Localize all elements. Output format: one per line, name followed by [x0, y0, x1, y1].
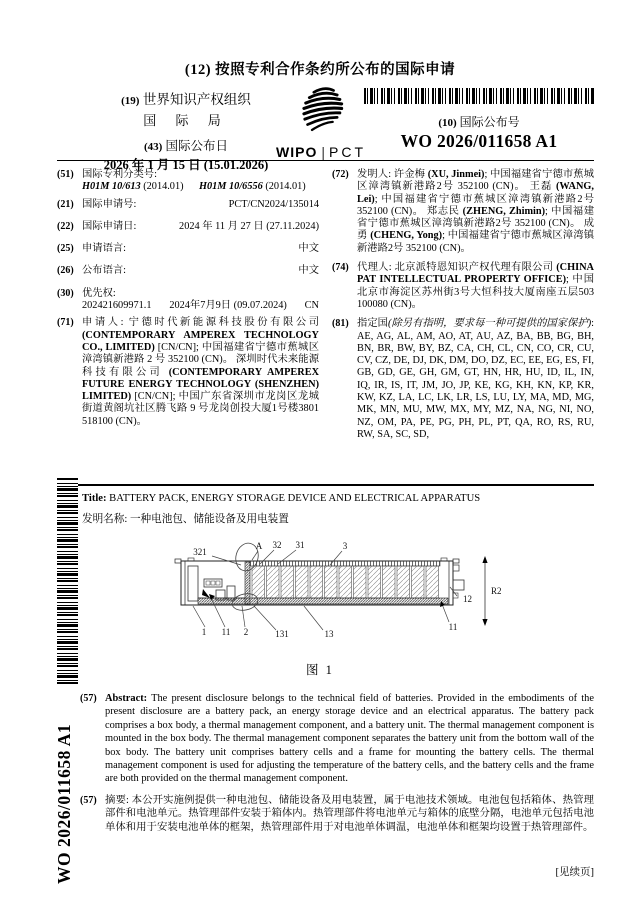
figure-label-2: 2 — [243, 627, 249, 637]
field-application-number: (21) 国际申请号: PCT/CN2024/135014 — [57, 198, 319, 210]
field-priority: (30) 优先权: 202421609971.1 2024年7月9日 (09.07.2024) CN — [57, 287, 319, 312]
wipo-logo-block — [278, 86, 364, 160]
field-number-43: (43) — [144, 141, 163, 153]
application-number-label: 国际申请号: — [82, 198, 137, 210]
title-chinese: 发明名称: 一种电池包、储能设备及用电装置 — [82, 514, 289, 525]
application-number-value: PCT/CN2024/135014 — [228, 198, 319, 210]
applicant-text: 申请人: 宁德时代新能源科技股份有限公司 (CONTEMPORARY AMPEREX TECHNOLOGY CO., LIMITED) [CN/CN]; 中国福建省宁德市蕉城区漳湾镇新港路 2 号 352100 (CN)。 深圳时代未来能源科技有限公司 (CONTEMPORARY AMPEREX FUTURE ENERGY TECHNOLOGY (SHENZHEN) LIMITED) [CN/CN]; 中国广东省深圳市龙岗区龙城街道黄阁坑社区腾飞路 9 号龙岗创投大厦1号楼3801 518100 (CN)。 — [82, 317, 319, 427]
ipc-label: 国际专利分类号: — [82, 169, 157, 180]
org-name: (19) 世界知识产权组织 — [121, 92, 251, 107]
publication-number-value: WO 2026/011658 A1 — [400, 131, 558, 151]
figure-label-321: 321 — [193, 547, 207, 557]
figure-label-1: 1 — [201, 627, 207, 637]
title-section-divider — [57, 484, 594, 486]
abstract-english: (57) Abstract: The present disclosure belongs to the technical field of batteries. Provided in the embodiments of the present disclosure are a battery pack, an energy storage device and an electrical apparatus. The battery pack comprises a box body, a thermal management component, and a battery unit. The thermal management component is mounted in the box body. The thermal management component separates the battery unit from the bottom wall of the box body. The battery unit comprises battery cells and a frame for mounting the battery cells. The thermal management component is used for adjusting the temperature of the battery cells, and the battery cells and the frame are both provided on the thermal management component. — [80, 693, 594, 785]
inventors-text: 发明人: 许金梅 (XU, Jinmei); 中国福建省宁德市蕉城区漳湾镇新港路2号 352100 (CN)。 王磊 (WANG, Lei); 中国福建省宁德市蕉城区漳湾镇新港路2号 352100 (CN)。 郑志民 (ZHENG, Zhimin); 中国福建省宁德市蕉城区漳湾镇新港路2号 352100 (CN)。 成勇 (CHENG, Yong); 中国福建省宁德市蕉城区漳湾镇新港路2号 352100 (CN)。 — [357, 169, 595, 254]
publication-number-label: (10) 国际公布号 — [438, 115, 520, 129]
filing-language-value: 中文 — [298, 243, 319, 255]
publication-date-value: 2026 年 1 月 15 日 (15.01.2026) — [103, 158, 269, 172]
header-divider — [57, 160, 594, 161]
wipo-globe-icon — [292, 125, 350, 142]
field-filing-language: (25) 申请语言: 中文 — [57, 243, 319, 255]
continuation-note: [见续页] — [555, 867, 594, 878]
wipo-pct-wordmark: WIPO | PCT — [276, 144, 366, 160]
priority-country: CN — [304, 300, 319, 312]
figure-label-R2: R2 — [491, 586, 502, 596]
priority-label: 优先权: — [82, 287, 116, 299]
field-application-date: (22) 国际申请日: 2024 年 11 月 27 日 (27.11.2024) — [57, 220, 319, 232]
figure-label-3: 3 — [342, 541, 348, 551]
application-date-label: 国际申请日: — [82, 220, 137, 232]
right-column — [332, 169, 594, 448]
priority-data — [82, 300, 319, 312]
publication-number-block — [363, 88, 595, 152]
figure-label-11-left: 11 — [221, 627, 231, 637]
ipc-codes: H01M 10/613 (2014.01) H01M 10/6556 (2014.01) — [82, 181, 306, 193]
figure-label-11-right: 11 — [448, 622, 458, 632]
figure-label-32: 32 — [272, 540, 282, 550]
org-bureau: 国 际 局 — [143, 113, 229, 128]
abstract-chinese: (57) 摘要: 本公开实施例提供一种电池包、储能设备及用电装置，属于电池技术领域。电池包包括箱体、热管理部件和电池单元。热管理部件安装于箱体内。热管理部件将电池单元与箱体的底壁分隔，电池单元包括电池单体和用于安装电池单体的框架，热管理部件用于对电池单体调温，电池单体和框架均设置于热管理部件。 — [80, 795, 594, 833]
publication-date-label: (43) 国际公布日 — [144, 139, 228, 153]
field-ipc: (51) 国际专利分类号: H01M 10/613 (2014.01) H01M 10/6556 (2014.01) — [57, 169, 319, 194]
figure-label-A: A — [255, 541, 263, 551]
title-english: Title: BATTERY PACK, ENERGY STORAGE DEVICE AND ELECTRICAL APPARATUS — [82, 493, 481, 504]
logo-separator: | — [321, 144, 325, 160]
left-column — [57, 169, 319, 448]
field-designated-states: (81) 指定国(除另有指明，要求每一种可提供的国家保护): AE, AG, AL, AM, AO, AT, AU, AZ, BA, BB, BG, BH, BN, BR, BW, BY, BZ, CA, CH, CL, CN, CO, CR, CU, CV, CZ, DE, DJ, DK, DM, DO, DZ, EC, EE, EG, ES, FI, GB, GD, GE, GH, GM, GT, HN, HR, HU, ID, IL, IN, IQ, IR, IS, IT, JM, JO, JP, KE, KG, KH, KN, KP, KR, KW, KZ, LA, LC, LK, LR, LS, LU, LY, MA, MD, MG, MK, MN, MU, MW, MX, MY, MZ, NA, NG, NI, NO, NZ, OM, PA, PE, PG, PH, PL, PT, QA, RO, RS, RU, RW, SA, SC, SD, — [332, 318, 595, 440]
figure-label-13: 13 — [324, 629, 334, 639]
figure-label-12: 12 — [463, 594, 472, 604]
designated-states-text: 指定国(除另有指明，要求每一种可提供的国家保护): AE, AG, AL, AM, AO, AT, AU, AZ, BA, BB, BG, BH, BN, BR, BW, BY, BZ, CA, CH, CL, CN, CO, CR, CU, CV, CZ, DE, DJ, DK, DM, DO, DZ, EC, EE, EG, ES, FI, GB, GD, GE, GH, GM, GT, HN, HR, HU, ID, IL, IN, IQ, IR, IS, IT, JM, JO, JP, KE, KG, KH, KN, KP, KR, KW, KZ, LA, LC, LK, LR, LS, LU, LY, MA, MD, MG, MK, MN, MU, MW, MX, MY, MZ, NA, NG, NI, NO, NZ, OM, PA, PE, PG, PH, PL, PT, QA, RO, RS, RU, RW, SA, SC, SD, — [357, 318, 595, 440]
field-publication-language: (26) 公布语言: 中文 — [57, 265, 319, 277]
application-date-value: 2024 年 11 月 27 日 (27.11.2024) — [179, 220, 319, 232]
sidebar-publication-number: WO 2026/011658 A1 — [54, 723, 74, 884]
field-number-10: (10) — [438, 117, 457, 129]
barcode-top — [364, 88, 594, 104]
field-agent: (74) 代理人: 北京派特恩知识产权代理有限公司 (CHINA PAT INTELLECTUAL PROPERTY OFFICE); 中国北京市海淀区苏州街3号大恒科技大厦南座五层503 100080 (CN)。 — [332, 262, 595, 310]
document-type-heading: (12) 按照专利合作条约所公布的国际申请 — [184, 62, 456, 78]
publication-language-value: 中文 — [298, 265, 319, 277]
barcode-sidebar — [57, 478, 78, 684]
agent-text: 代理人: 北京派特恩知识产权代理有限公司 (CHINA PAT INTELLECTUAL PROPERTY OFFICE); 中国北京市海淀区苏州街3号大恒科技大厦南座五层503 100080 (CN)。 — [357, 262, 595, 310]
figure-label-131: 131 — [275, 629, 289, 639]
field-applicant: (71) 申请人: 宁德时代新能源科技股份有限公司 (CONTEMPORARY AMPEREX TECHNOLOGY CO., LIMITED) [CN/CN]; 中国福建省宁德市蕉城区漳湾镇新港路 2 号 352100 (CN)。 深圳时代未来能源科技有限公司 (CONTEMPORARY AMPEREX FUTURE ENERGY TECHNOLOGY (SHENZHEN) LIMITED) [CN/CN]; 中国广东省深圳市龙岗区龙城街道黄阁坑社区腾飞路 9 号龙岗创投大厦1号楼3801 518100 (CN)。 — [57, 317, 319, 427]
priority-number: 202421609971.1 — [82, 300, 152, 312]
filing-language-label: 申请语言: — [82, 243, 127, 255]
figure-caption: 图 1 — [306, 663, 334, 677]
priority-date: 2024年7月9日 (09.07.2024) — [169, 300, 287, 312]
figure-label-31: 31 — [295, 540, 305, 550]
figure-1-drawing — [108, 540, 518, 657]
field-number-19: (19) — [121, 95, 140, 107]
bibliographic-columns — [57, 169, 594, 448]
field-inventors: (72) 发明人: 许金梅 (XU, Jinmei); 中国福建省宁德市蕉城区漳湾镇新港路2号 352100 (CN)。 王磊 (WANG, Lei); 中国福建省宁德市蕉城区漳湾镇新港路2号 352100 (CN)。 郑志民 (ZHENG, Zhimin); 中国福建省宁德市蕉城区漳湾镇新港路2号 352100 (CN)。 成勇 (CHENG, Yong); 中国福建省宁德市蕉城区漳湾镇新港路2号 352100 (CN)。 — [332, 169, 595, 254]
publication-language-label: 公布语言: — [82, 265, 127, 277]
